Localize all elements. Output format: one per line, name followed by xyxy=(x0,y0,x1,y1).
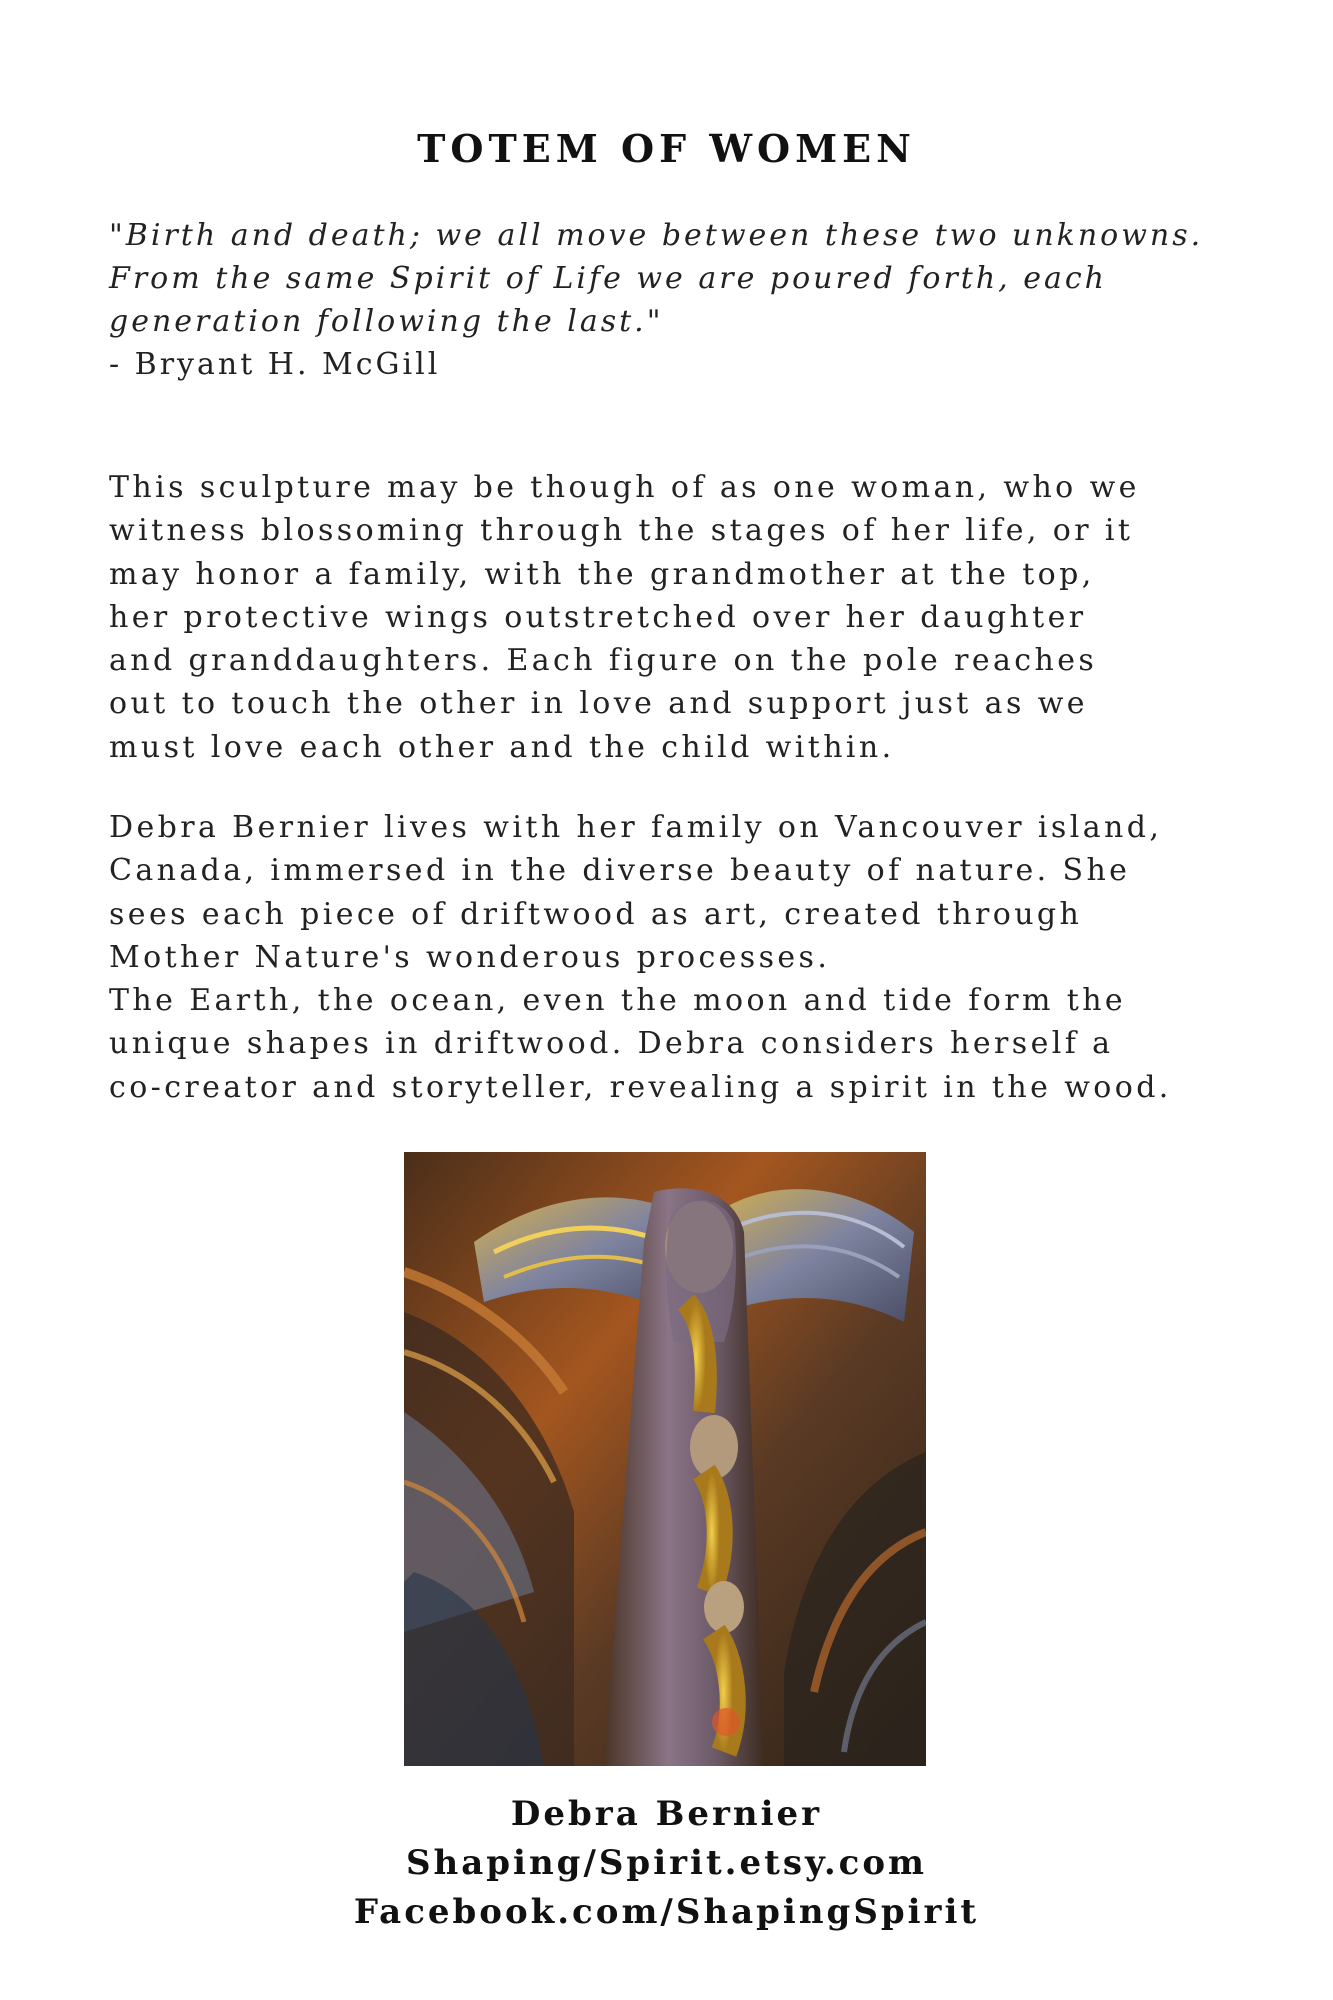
paragraph-line: unique shapes in driftwood. Debra considers herself a xyxy=(109,1026,1114,1062)
facebook-link[interactable]: Facebook.com/ShapingSpirit xyxy=(353,1892,980,1932)
quote-author: - Bryant H. McGill xyxy=(109,347,441,382)
paragraph-line: Debra Bernier lives with her family on Vancouver island, xyxy=(109,810,1163,845)
paragraph-line: co-creator and storyteller, revealing a spirit in the wood. xyxy=(109,1069,1172,1105)
paragraph-line: may honor a family, with the grandmother at the top, xyxy=(109,556,1095,592)
description-paragraph xyxy=(109,466,1289,769)
quote-line: generation following the last." xyxy=(109,304,664,339)
paragraph-line: The Earth, the ocean, even the moon and tide form the xyxy=(109,983,1127,1019)
credits-block xyxy=(0,1790,1333,1937)
paragraph-line: out to touch the other in love and support just as we xyxy=(109,686,1088,722)
quote-line: From the same Spirit of Life we are poured forth, each xyxy=(109,261,1108,296)
artist-bio-paragraph xyxy=(109,806,1289,1109)
paragraph-line: witness blossoming through the stages of her life, or it xyxy=(109,513,1134,549)
quote-line: "Birth and death; we all move between these two unknowns. xyxy=(109,218,1204,253)
artist-name: Debra Bernier xyxy=(510,1794,823,1834)
etsy-link[interactable]: Shaping/Spirit.etsy.com xyxy=(405,1843,928,1883)
page-title: TOTEM OF WOMEN xyxy=(417,126,916,171)
quote-block xyxy=(109,214,1269,386)
paragraph-line: sees each piece of driftwood as art, created through xyxy=(109,896,1083,932)
sculpture-photo xyxy=(404,1152,926,1766)
paragraph-line: must love each other and the child within. xyxy=(109,729,895,765)
paragraph-line: This sculpture may be though of as one woman, who we xyxy=(109,470,1140,505)
paragraph-line: Canada, immersed in the diverse beauty of nature. She xyxy=(109,853,1131,889)
paragraph-line: her protective wings outstretched over her daughter xyxy=(109,599,1087,635)
paragraph-line: Mother Nature's wonderous processes. xyxy=(109,939,831,975)
paragraph-line: and granddaughters. Each figure on the pole reaches xyxy=(109,643,1098,679)
